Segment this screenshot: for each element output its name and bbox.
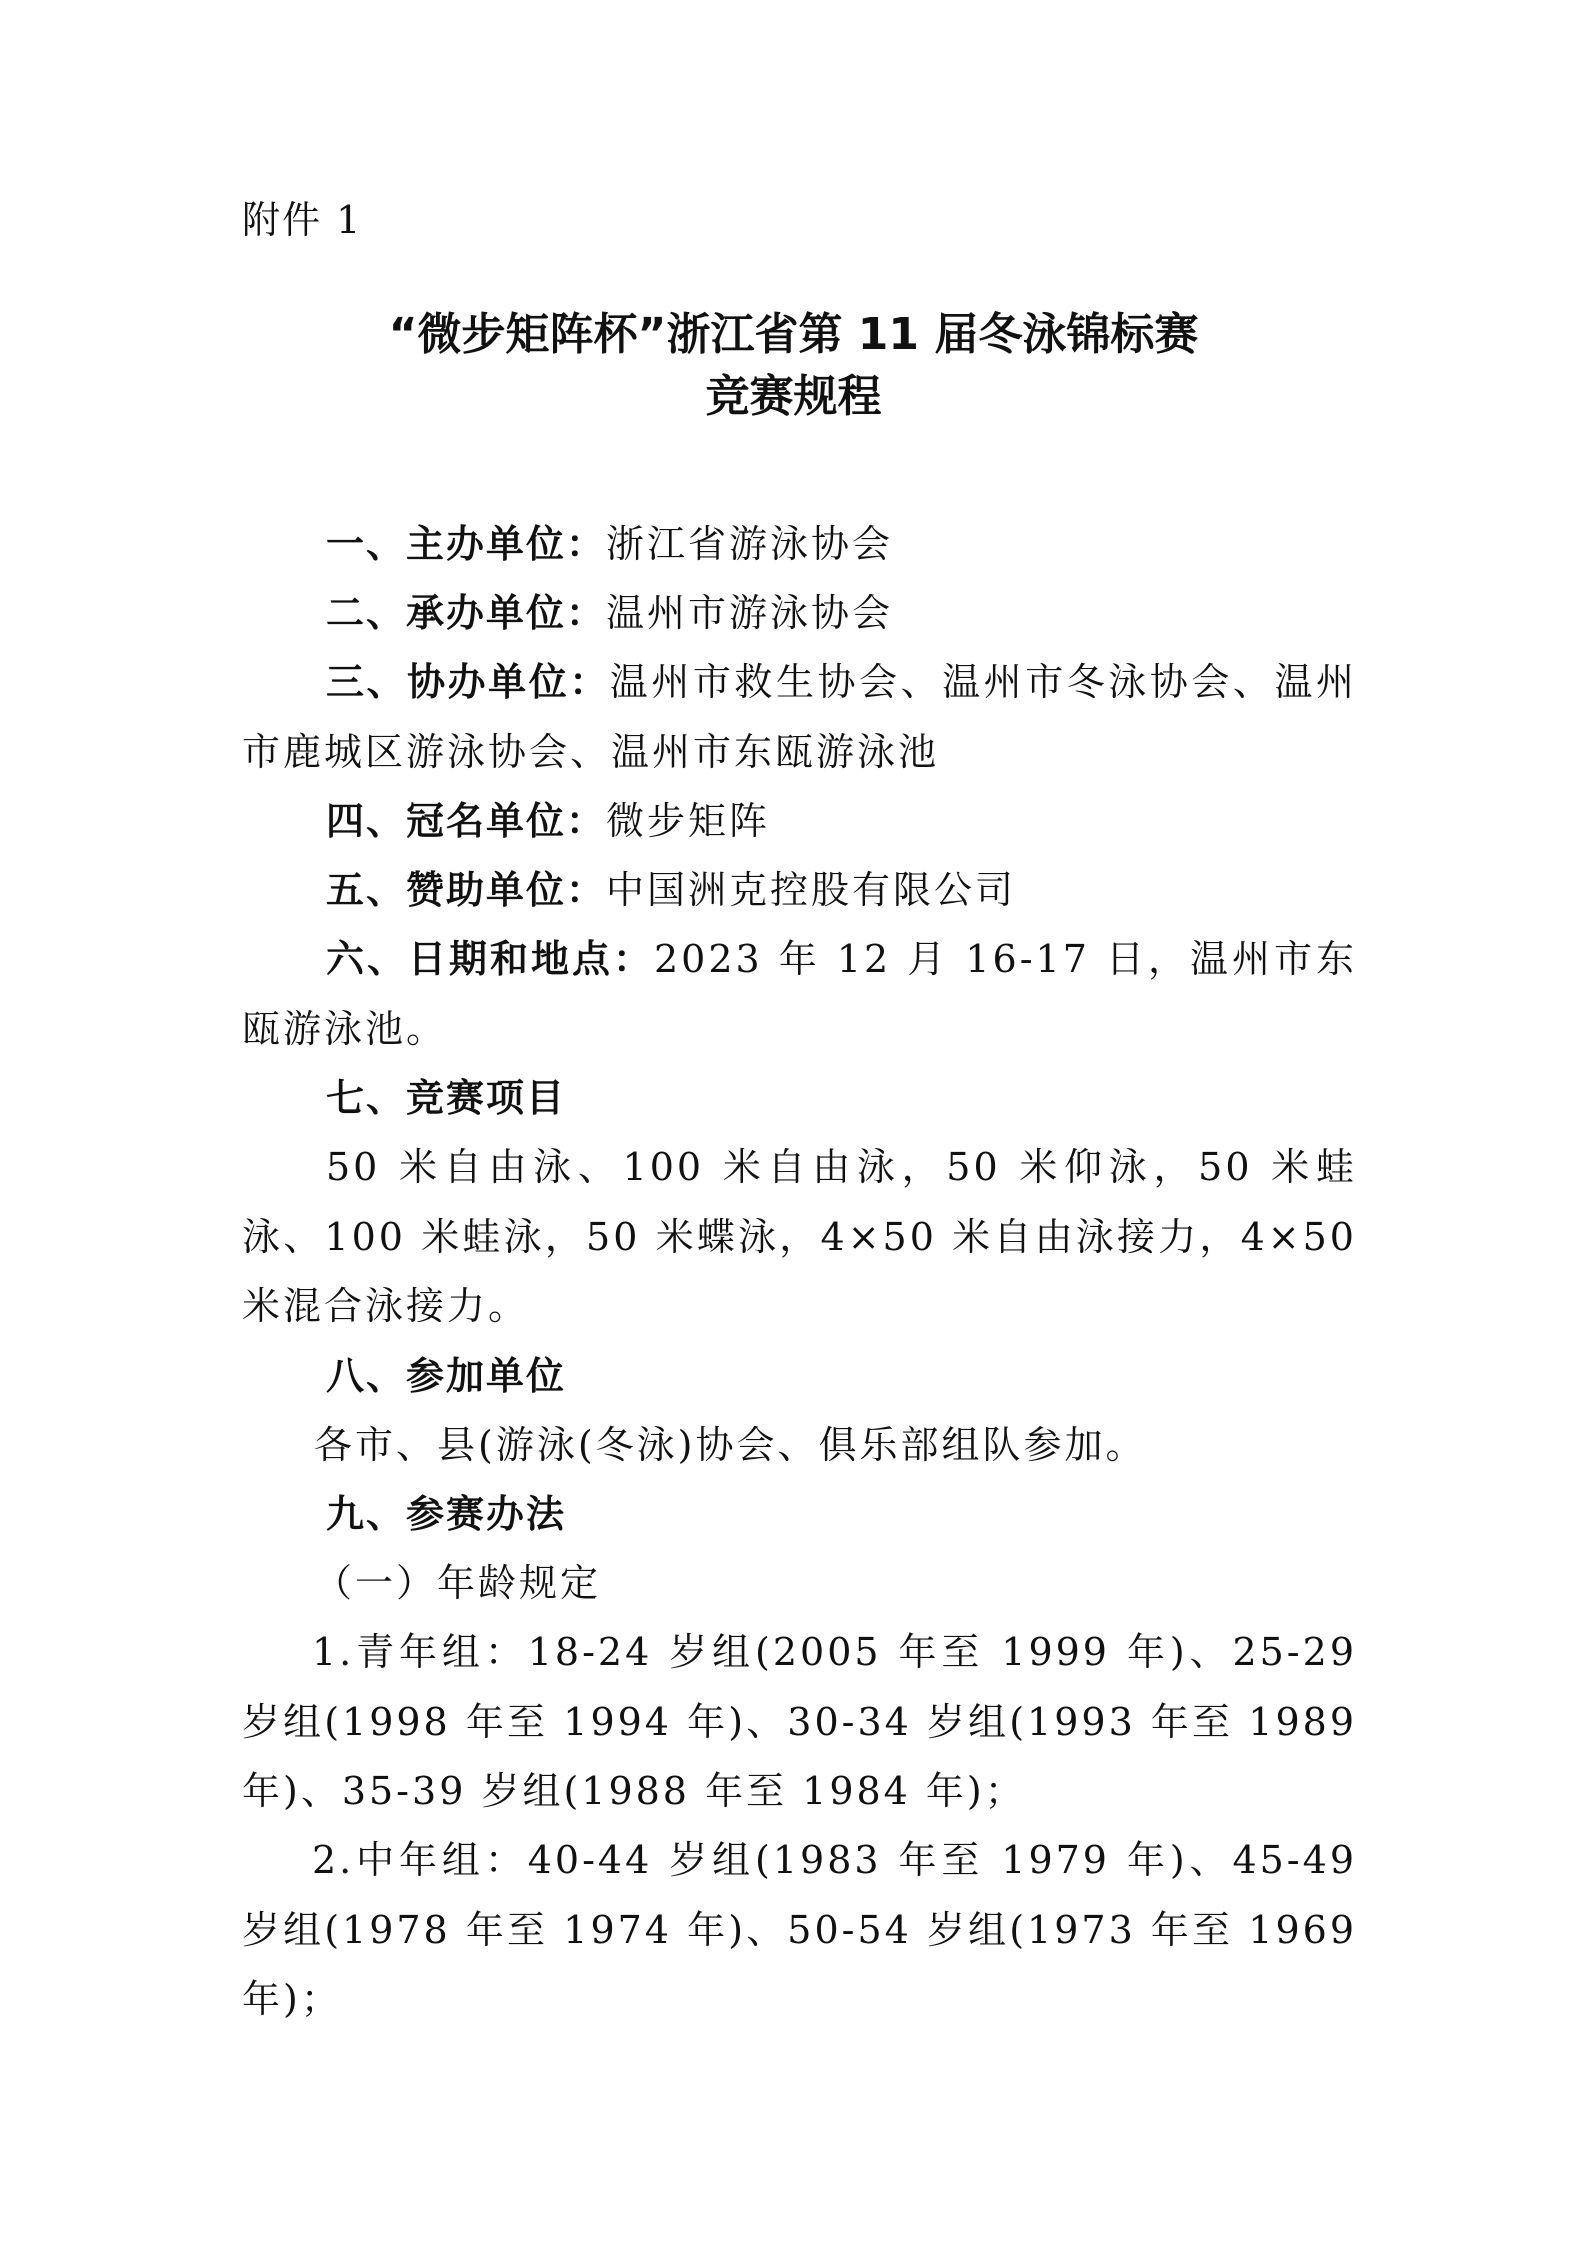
section-date-location-text: 2023 年 12 月 16-17 日，温州市东瓯游泳池。 (242, 937, 1357, 1051)
section-events-heading: 七、竞赛项目 (326, 1076, 567, 1120)
age-group-middle: 2.中年组：40-44 岁组(1983 年至 1979 年)、45-49 岁组(1978 年至 1974 年)、50-54 岁组(1973 年至 1969 年)； (242, 1838, 1357, 2021)
section-date-location (242, 925, 1357, 1064)
section-organizer-text: 浙江省游泳协会 (606, 522, 894, 566)
section-participants-text: 各市、县(游泳(冬泳)协会、俱乐部组队参加。 (314, 1423, 1147, 1467)
age-group-youth: 1.青年组：18-24 岁组(2005 年至 1999 年)、25-29 岁组(1998 年至 1994 年)、30-34 岁组(1993 年至 1989 年)、35-39 岁组(1988 年至 1984 年)； (242, 1630, 1357, 1813)
section-sponsor-text: 中国洲克控股有限公司 (606, 868, 1017, 912)
annex-label: 附件 1 (242, 198, 363, 242)
section-title-sponsor (242, 787, 1357, 857)
section-sponsor-heading: 五、赞助单位： (326, 868, 607, 912)
section-age-rules-subheading: （一）年龄规定 (314, 1561, 602, 1605)
section-rules-heading: 九、参赛办法 (326, 1492, 567, 1536)
section-title-sponsor-heading: 四、冠名单位： (326, 799, 607, 843)
document-subtitle: 竞赛规程 (705, 371, 882, 422)
section-date-location-heading: 六、日期和地点： (326, 937, 654, 981)
section-co-organizers-heading: 三、协办单位： (326, 660, 610, 704)
document-title: “微步矩阵杯”浙江省第 11 届冬泳锦标赛 (388, 309, 1199, 360)
section-organizer (242, 510, 1357, 580)
section-organizer-heading: 一、主办单位： (326, 522, 607, 566)
section-co-organizers-text: 温州市救生协会、温州市冬泳协会、温州市鹿城区游泳协会、温州市东瓯游泳池 (242, 660, 1357, 774)
section-participants-heading: 八、参加单位 (326, 1354, 567, 1398)
section-host-text: 温州市游泳协会 (606, 591, 894, 635)
section-co-organizers (242, 648, 1357, 787)
section-title-sponsor-text: 微步矩阵 (606, 799, 771, 843)
section-sponsor (242, 856, 1357, 926)
section-host-heading: 二、承办单位： (326, 591, 607, 635)
section-events-text: 50 米自由泳、100 米自由泳，50 米仰泳，50 米蛙泳、100 米蛙泳，50 米蝶泳，4×50 米自由泳接力，4×50 米混合泳接力。 (242, 1145, 1357, 1328)
section-host (242, 579, 1357, 649)
